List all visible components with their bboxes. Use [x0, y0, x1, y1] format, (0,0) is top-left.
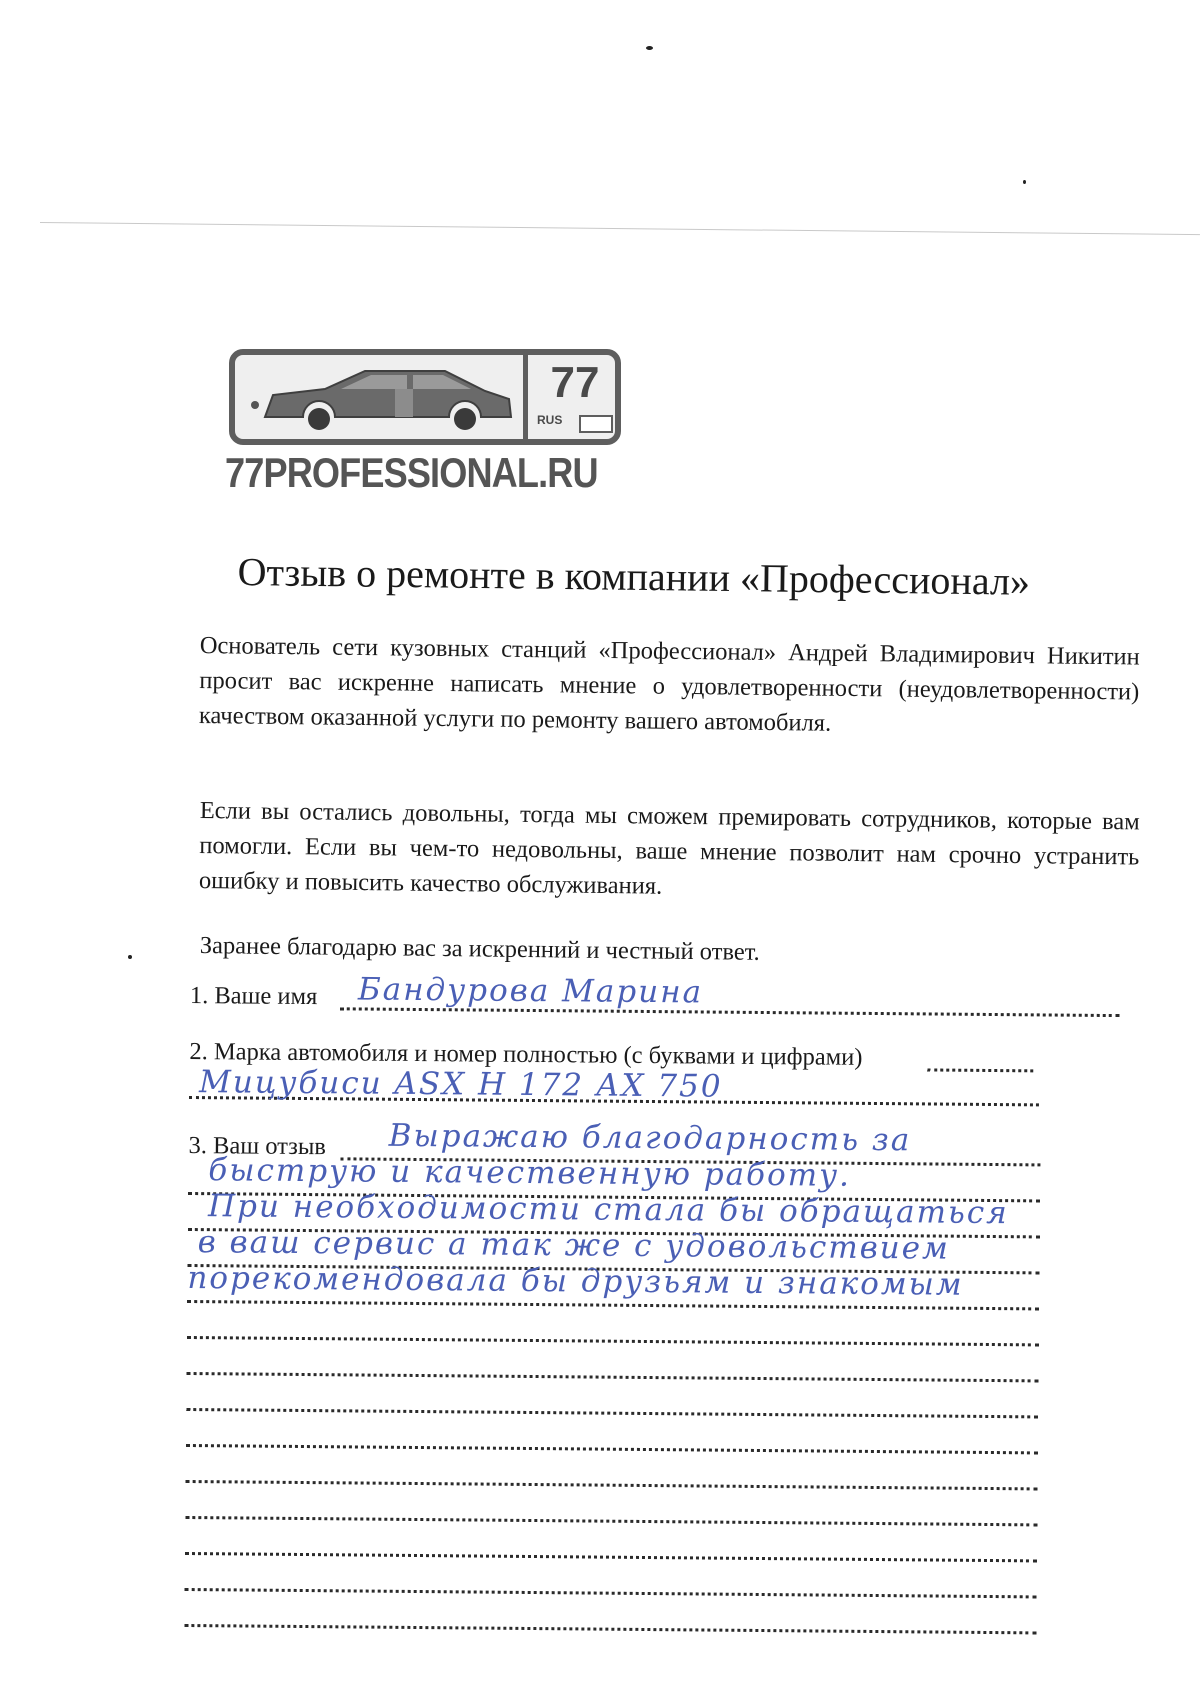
logo-wordmark: 77PROFESSIONAL.RU [225, 449, 598, 496]
scan-edge-line [40, 222, 1200, 235]
review-answer-line-5: порекомендовала бы друзьям и знакомым [187, 1259, 964, 1303]
scan-speck [128, 955, 132, 959]
review-answer-line-4: в ваш сервис а так же с удовольствием [197, 1224, 950, 1267]
motivation-paragraph: Если вы остались довольны, тогда мы сможем премировать сотрудников, которые вам помогли. Если вы чем-то недовольны, ваше мнение позволит нам срочно устранить ошибку и повысить качество обслуживания. [198, 796, 1140, 900]
review-line-8[interactable] [186, 1408, 1038, 1418]
page-title: Отзыв о ремонте в компании «Профессионал» [237, 548, 1031, 604]
plate-region: RUS [537, 413, 563, 427]
review-line-14[interactable] [184, 1624, 1036, 1634]
scan-speck [646, 46, 653, 50]
review-label: 3. Ваш отзыв [188, 1131, 327, 1161]
license-plate-graphic [229, 349, 621, 445]
plate-flag [579, 415, 613, 433]
name-field-line[interactable] [340, 1007, 1120, 1017]
review-line-7[interactable] [187, 1372, 1039, 1382]
plate-number: 77 [550, 358, 600, 407]
thanks-line: Заранее благодарю вас за искренний и честный ответ. [199, 931, 760, 966]
intro-paragraph: Основатель сети кузовных станций «Профессионал» Андрей Владимирович Никитин просит вас искренне написать мнение о удовлетворенности (неудовлетворенности) качеством оказанной услуги по ремонту вашего автомобиля. [198, 631, 1140, 737]
name-label: 1. Ваше имя [189, 982, 318, 1011]
review-line-10[interactable] [186, 1480, 1038, 1490]
review-line-9[interactable] [186, 1444, 1038, 1454]
name-answer: Бандурова Марина [357, 971, 704, 1011]
review-answer-line-3: При необходимости стала бы обращаться [207, 1188, 1009, 1232]
car-label: 2. Марка автомобиля и номер полностью (с буквами и цифрами) [189, 1037, 863, 1071]
plate-divider [523, 355, 528, 439]
car-field-line-1[interactable] [927, 1068, 1033, 1072]
company-logo [225, 345, 625, 500]
review-line-13[interactable] [185, 1588, 1037, 1598]
review-line-12[interactable] [185, 1552, 1037, 1562]
car-answer: Мицубиси ASX Н 172 АХ 750 [198, 1064, 723, 1105]
review-line-6[interactable] [187, 1336, 1039, 1346]
scan-speck [1023, 180, 1026, 184]
car-silhouette-icon [245, 365, 521, 439]
review-answer-line-1: Выражаю благодарность за [388, 1117, 912, 1159]
review-answer-line-2: быструю и качественную работу. [208, 1152, 852, 1194]
review-line-11[interactable] [185, 1516, 1037, 1526]
review-form [187, 971, 1130, 1303]
